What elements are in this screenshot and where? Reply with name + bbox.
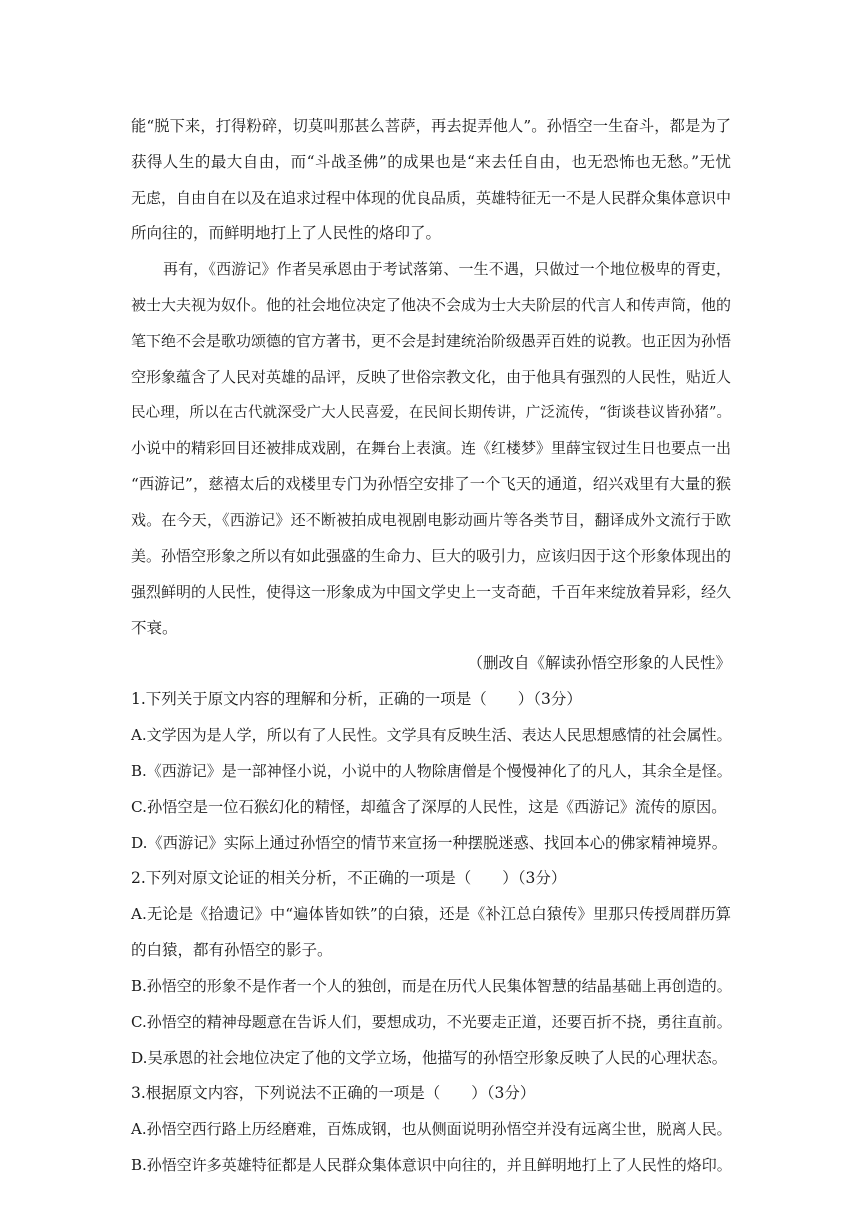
question-option: A.孙悟空西行路上历经磨难，百炼成钢，也从侧面说明孙悟空并没有远离尘世，脱离人民。 — [131, 1120, 732, 1138]
passage-line: 戏。在今天，《西游记》还不断被拍成电视剧电影动画片等各类节目，翻译成外文流行于欧 — [131, 511, 731, 529]
question-stem: 3.根据原文内容，下列说法不正确的一项是（ ）（3分） — [131, 1084, 536, 1102]
passage-line: 民心理，所以在古代就深受广大人民喜爱，在民间长期传讲，广泛流传，“街谈巷议皆孙猪”。 — [131, 405, 731, 421]
question-stem: 2.下列对原文论证的相关分析，不正确的一项是（ ）（3分） — [131, 869, 567, 887]
passage-line: 小说中的精彩回目还被排成戏剧，在舞台上表演。连《红楼梦》里薛宝钗过生日也要点一出 — [131, 439, 732, 457]
question-option-continuation: 的白猿，都有孙悟空的影子。 — [131, 941, 333, 959]
question-option: A.无论是《拾遗记》中“遍体皆如铁”的白猿，还是《补江总白猿传》里那只传授周群历算 — [131, 905, 731, 923]
question-option: B.孙悟空的形象不是作者一个人的独创，而是在历代人民集体智慧的结晶基础上再创造的。 — [131, 977, 732, 995]
question-option: C.孙悟空的精神母题意在告诉人们，要想成功，不光要走正道，还要百折不挠，勇往直前。 — [131, 1013, 732, 1031]
question-option: B.孙悟空许多英雄特征都是人民群众集体意识中向往的，并且鲜明地打上了人民性的烙印。 — [131, 1156, 732, 1174]
passage-line: 强烈鲜明的人民性，使得这一形象成为中国文学史上一支奇葩，千百年来绽放着异彩，经久 — [131, 583, 732, 601]
passage-line: 再有，《西游记》作者吴承恩由于考试落第、一生不遇，只做过一个地位极卑的胥吏， — [163, 260, 731, 278]
question-option: C.孙悟空是一位石猴幻化的精怪，却蕴含了深厚的人民性，这是《西游记》流传的原因。 — [131, 798, 727, 816]
passage-line: 获得人生的最大自由，而“斗战圣佛”的成果也是“来去任自由，也无恐怖也无愁。”无忧 — [131, 153, 731, 171]
passage-line: 美。孙悟空形象之所以有如此强盛的生命力、巨大的吸引力，应该归因于这个形象体现出的 — [131, 547, 732, 565]
passage-line: 能“脱下来，打得粉碎，切莫叫那甚么菩萨，再去捉弄他人”。孙悟空一生奋斗，都是为了 — [131, 117, 731, 135]
passage-line: 无虑，自由自在以及在追求过程中体现的优良品质，英雄特征无一不是人民群众集体意识中 — [131, 189, 732, 207]
question-option: D.《西游记》实际上通过孙悟空的情节来宣扬一种摆脱迷惑、找回本心的佛家精神境界。 — [131, 834, 728, 852]
passage-line: 所向往的，而鲜明地打上了人民性的烙印了。 — [131, 224, 442, 242]
passage-line: 空形象蕴含了人民对英雄的品评，反映了世俗宗教文化，由于他具有强烈的人民性，贴近人 — [131, 368, 732, 386]
question-option: A.文学因为是人学，所以有了人民性。文学具有反映生活、表达人民思想感情的社会属性。 — [131, 726, 732, 744]
question-stem: 1.下列关于原文内容的理解和分析，正确的一项是（ ）（3分） — [131, 690, 582, 708]
passage-line: 被士大夫视为奴仆。他的社会地位决定了他决不会成为士大夫阶层的代言人和传声筒，他的 — [131, 296, 732, 314]
question-option: B.《西游记》是一部神怪小说，小说中的人物除唐僧是个慢慢神化了的凡人，其余全是怪。 — [131, 762, 732, 780]
passage-line: 不衰。 — [131, 619, 178, 637]
question-option: D.吴承恩的社会地位决定了他的文学立场，他描写的孙悟空形象反映了人民的心理状态。 — [131, 1049, 728, 1067]
passage-line: “西游记”，慈禧太后的戏楼里专门为孙悟空安排了一个飞天的通道，绍兴戏里有大量的猴 — [131, 475, 731, 493]
source-citation: （删改自《解读孙悟空形象的人民性》 — [467, 654, 731, 672]
passage-line: 笔下绝不会是歌功颂德的官方著书，更不会是封建统治阶级愚弄百姓的说教。也正因为孙悟 — [131, 332, 732, 350]
